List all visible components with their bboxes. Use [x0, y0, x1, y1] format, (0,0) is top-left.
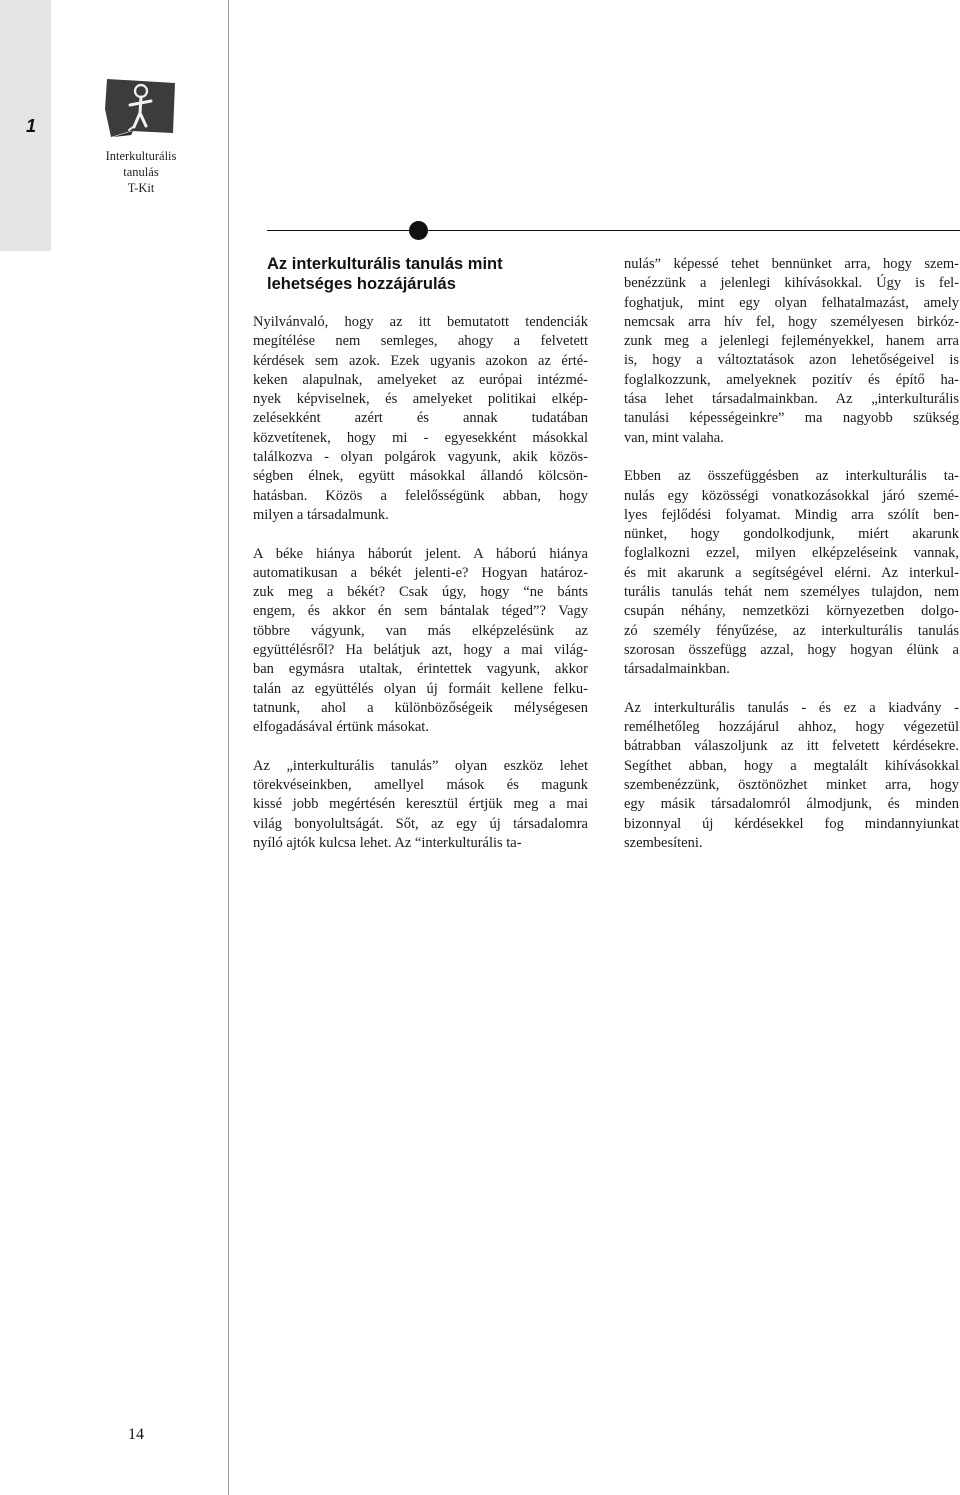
text-line: zó személy fényűzése, az interkulturális tanulás [624, 622, 959, 639]
text-line: zunk meg a jelenlegi fejleményekkel, hanem arra [624, 333, 959, 350]
text-line: tanulási képességeinkre” ma nagyobb szükség [624, 410, 959, 427]
section-rule-dot [409, 221, 428, 240]
text-line: zuk meg a békét? Csak úgy, hogy “ne bánts [253, 584, 588, 601]
heading-line-1: Az interkulturális tanulás mint [267, 255, 503, 273]
text-line: ségben élnek, együtt másokkal állandó kölcsön- [253, 468, 588, 485]
text-line: elfogadásával értünk másokat. [253, 719, 429, 736]
section-rule [267, 230, 960, 231]
text-line: nulás” képessé tehet bennünket arra, hogy szem- [624, 256, 959, 272]
text-line: foglalkozzunk, amelyeknek pozitív és építő ha- [624, 371, 959, 388]
text-line: nemcsak arra hív fel, hogy személyesen birkóz- [624, 313, 959, 330]
text-line: nyíló ajtók kulcsa lehet. Az “interkulturális ta- [253, 835, 522, 852]
text-line: foghatjuk, mint egy olyan felhatalmazást, amely [624, 294, 959, 311]
paragraph [253, 313, 588, 525]
text-line: tása lehet társadalmainkban. Az „interkulturális [624, 391, 959, 408]
page-number: 14 [128, 1426, 144, 1443]
text-line: is, hogy a változtatások azon lehetőségeivel is [624, 352, 959, 369]
text-line: kissé jobb megértésén keresztül értjük meg a mai [253, 796, 588, 813]
text-line: közvetítenek, hogy mi - egyesekként másokkal [253, 429, 588, 446]
text-line: A béke hiánya háborút jelent. A háború hiánya [253, 545, 588, 562]
text-line: csupán néhány, nemzetközi környezetben dolgo- [624, 603, 959, 620]
text-line: benézzünk a jelenlegi kihívásokkal. Úgy is fel- [624, 275, 959, 292]
text-line: többre vágyunk, van más elképzelésünk az [253, 622, 588, 639]
text-line: szembesíteni. [624, 834, 703, 851]
brand-line-2: tanulás [123, 165, 159, 179]
text-line: nünket, hogy gondolkodjunk, miért akarunk [624, 526, 959, 543]
paragraph [253, 545, 588, 738]
text-line: Az „interkulturális tanulás” olyan eszköz lehet [253, 757, 588, 774]
t-kit-logo-icon [103, 77, 177, 139]
text-line: milyen a társadalmunk. [253, 506, 389, 523]
text-line: turális tanulás tehát nem személyes tulajdon, nem [624, 584, 959, 601]
text-line: találkozva - olyan polgárok vagyunk, akik közös- [253, 449, 588, 466]
text-line: szembenézzünk, ösztönözhet minket arra, hogy [624, 777, 959, 794]
text-line: és mit akarunk a segítségével elérni. Az interkul- [624, 564, 959, 581]
text-line: automatikusan a békét jelenti-e? Hogyan határoz- [253, 564, 588, 581]
paragraph [624, 467, 959, 679]
text-line: remélhetőleg hozzájárul ahhoz, hogy végezetül [624, 719, 959, 736]
text-line: Az interkulturális tanulás - és ez a kiadvány - [624, 699, 959, 716]
paragraph [253, 757, 588, 853]
text-line: nulás egy közösségi vonatkozásokkal járó szemé- [624, 487, 959, 504]
paragraph [624, 255, 959, 448]
text-line: megítélése nem semleges, ahogy a felvetett [253, 333, 588, 350]
margin-divider [228, 0, 229, 1495]
text-line: bátrabban válaszoljunk az itt felvetett kérdésekre. [624, 738, 959, 755]
text-line: foglalkozni ezzel, milyen elképzeléseink vannak, [624, 545, 959, 562]
text-line: lyes fejlődési folyamat. Mindig arra szólít ben- [624, 506, 959, 523]
text-line: zelésekként azért és annak tudatában [253, 410, 588, 427]
brand-line-1: Interkulturális [105, 149, 177, 163]
text-line: engem, és akkor én sem bántalak téged”? Vagy [253, 603, 588, 620]
brand-line-3: T-Kit [127, 181, 155, 195]
text-line: kérdések sem azok. Ezek ugyanis azokon az érté- [253, 352, 588, 369]
text-line: együttélésről? Ha belátjuk azt, hogy a mai világ- [253, 642, 588, 659]
text-line: talán az együttélés olyan új formáit kellene felku- [253, 680, 588, 697]
chapter-number: 1 [26, 116, 37, 136]
chapter-tab [0, 0, 51, 251]
text-line: Segíthet abban, hogy a megtalált kihívásokkal [624, 757, 959, 774]
text-line: bizonnyal új kérdésekkel fog mindannyiunkat [624, 815, 959, 832]
text-line: nyek képviselnek, és amelyeket politikai elkép- [253, 391, 588, 408]
heading-line-2: lehetséges hozzájárulás [267, 275, 456, 293]
text-line: hatásban. Közös a felelősségünk abban, hogy [253, 487, 588, 504]
text-line: társadalmainkban. [624, 661, 730, 678]
right-column [624, 255, 959, 853]
text-line: Ebben az összefüggésben az interkulturális ta- [624, 468, 959, 485]
text-line: törekvéseinkben, amellyel mások és magunk [253, 777, 588, 794]
text-line: van, mint valaha. [624, 429, 724, 446]
left-column [253, 313, 588, 853]
text-line: ban egymásra utaltak, érintettek vagyunk, akkor [253, 661, 588, 678]
text-line: Nyilvánvaló, hogy az itt bemutatott tendenciák [253, 314, 588, 330]
section-heading [267, 254, 587, 294]
text-line: egy másik társadalomról álmodjunk, és minden [624, 796, 959, 813]
text-line: tatnunk, ahol a különbözőségeik mélységesen [253, 699, 588, 716]
text-line: keken alapulnak, amelyeket az európai intézmé- [253, 371, 588, 388]
paragraph [624, 699, 959, 853]
text-line: világ bonyolultságát. Sőt, az egy új társadalomra [253, 815, 588, 832]
brand-block [86, 148, 196, 196]
text-line: szorosan összefügg azzal, hogy hogyan élünk a [624, 641, 959, 658]
